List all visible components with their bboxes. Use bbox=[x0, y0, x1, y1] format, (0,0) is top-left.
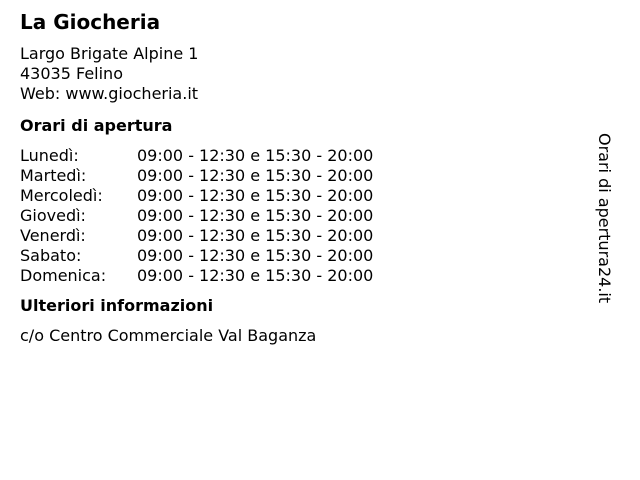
day-label: Sabato: bbox=[20, 246, 82, 265]
hours-value: 09:00 - 12:30 e 15:30 - 20:00 bbox=[137, 246, 374, 265]
hours-row-thursday bbox=[20, 206, 600, 226]
hours-value: 09:00 - 12:30 e 15:30 - 20:00 bbox=[137, 266, 374, 285]
hours-value: 09:00 - 12:30 e 15:30 - 20:00 bbox=[137, 206, 374, 225]
address-line-street: Largo Brigate Alpine 1 bbox=[20, 44, 199, 63]
hours-row-tuesday bbox=[20, 166, 600, 186]
store-info-card bbox=[20, 8, 600, 346]
day-label: Martedì: bbox=[20, 166, 87, 185]
hours-value: 09:00 - 12:30 e 15:30 - 20:00 bbox=[137, 146, 374, 165]
day-label: Giovedì: bbox=[20, 206, 86, 225]
hours-value: 09:00 - 12:30 e 15:30 - 20:00 bbox=[137, 186, 374, 205]
hours-row-saturday bbox=[20, 246, 600, 266]
hours-row-monday bbox=[20, 146, 600, 166]
hours-row-friday bbox=[20, 226, 600, 246]
day-label: Mercoledì: bbox=[20, 186, 103, 205]
additional-info-text: c/o Centro Commerciale Val Baganza bbox=[20, 326, 317, 345]
day-label: Lunedì: bbox=[20, 146, 79, 165]
day-label: Domenica: bbox=[20, 266, 107, 285]
store-name: La Giocheria bbox=[20, 10, 161, 34]
additional-info-title: Ulteriori informazioni bbox=[20, 296, 214, 315]
hours-value: 09:00 - 12:30 e 15:30 - 20:00 bbox=[137, 166, 374, 185]
hours-row-wednesday bbox=[20, 186, 600, 206]
address-line-city: 43035 Felino bbox=[20, 64, 123, 83]
day-label: Venerdì: bbox=[20, 226, 86, 245]
store-address-block bbox=[20, 44, 600, 104]
vertical-brand-text: Orari di apertura24.it bbox=[595, 133, 614, 304]
hours-value: 09:00 - 12:30 e 15:30 - 20:00 bbox=[137, 226, 374, 245]
opening-hours-title: Orari di apertura bbox=[20, 116, 173, 135]
opening-hours-table bbox=[20, 146, 600, 286]
website-line: Web: www.giocheria.it bbox=[20, 84, 199, 103]
hours-row-sunday bbox=[20, 266, 600, 286]
